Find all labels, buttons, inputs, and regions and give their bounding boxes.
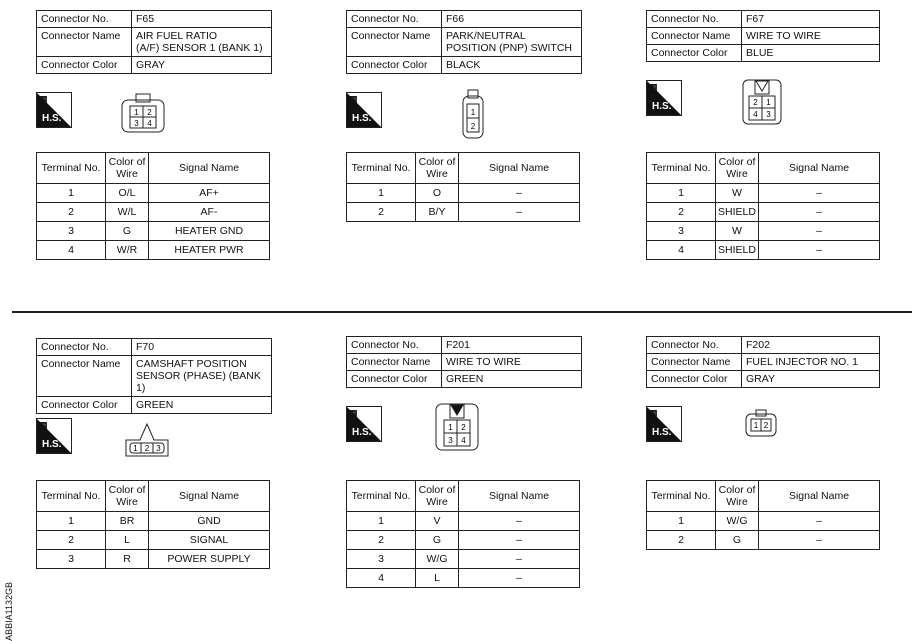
connector-face-f202	[744, 408, 778, 438]
table-row	[37, 241, 270, 260]
harness-side-icon	[646, 406, 682, 442]
hs-label: H.S.	[652, 101, 672, 112]
signal-name-cell: GND	[149, 512, 270, 531]
wire-color-cell: L	[106, 531, 149, 550]
terminal-no-cell: 1	[347, 512, 416, 531]
wire-color-cell: O/L	[106, 184, 149, 203]
col-color-of-wire: Color of Wire	[106, 153, 149, 184]
harness-side-icon	[346, 406, 382, 442]
connector-no-value: F202	[742, 337, 880, 354]
connector-name-line1: WIRE TO WIRE	[742, 28, 880, 45]
pin-label: 2	[753, 98, 758, 107]
pin-label: 1	[470, 108, 476, 117]
pin-label: 1	[753, 421, 759, 430]
table-row	[347, 569, 580, 588]
signal-name-cell: SIGNAL	[149, 531, 270, 550]
terminal-table-f70	[36, 480, 270, 569]
terminal-no-cell: 1	[347, 184, 416, 203]
terminal-table-f202	[646, 480, 880, 550]
pin-label: 4	[753, 110, 758, 119]
wire-color-cell: W/G	[416, 550, 459, 569]
terminal-no-cell: 2	[37, 531, 106, 550]
pin-label: 1	[448, 423, 453, 432]
col-color-of-wire: Color of Wire	[716, 481, 759, 512]
col-color-of-wire: Color of Wire	[416, 481, 459, 512]
connector-header-table	[646, 10, 880, 62]
harness-side-icon	[36, 418, 72, 454]
pin-label: 3	[134, 119, 139, 128]
connector-f67	[646, 10, 880, 62]
connector-header-table	[36, 338, 272, 414]
terminal-no-cell: 2	[647, 531, 716, 550]
connector-no-value: F67	[742, 11, 880, 28]
signal-name-cell: –	[759, 203, 880, 222]
terminal-no-cell: 2	[347, 531, 416, 550]
wire-color-cell: W/L	[106, 203, 149, 222]
wire-color-cell: W/G	[716, 512, 759, 531]
signal-name-cell: HEATER GND	[149, 222, 270, 241]
connector-glyph-icon: ▦	[349, 408, 358, 418]
pin-label: 3	[766, 110, 771, 119]
connector-color-value: BLUE	[742, 45, 880, 62]
wire-color-cell: G	[106, 222, 149, 241]
connector-color-value: GREEN	[442, 371, 582, 388]
signal-name-cell: –	[459, 203, 580, 222]
signal-name-cell: –	[459, 512, 580, 531]
table-row	[347, 203, 580, 222]
terminal-table-f201	[346, 480, 580, 588]
pin-label: 2	[147, 108, 152, 117]
col-terminal-no: Terminal No.	[647, 153, 716, 184]
terminal-table-f65	[36, 152, 270, 260]
connector-color-label: Connector Color	[347, 371, 442, 388]
col-signal-name: Signal Name	[149, 153, 270, 184]
terminal-no-cell: 1	[647, 512, 716, 531]
connector-color-label: Connector Color	[647, 45, 742, 62]
terminal-no-cell: 4	[347, 569, 416, 588]
connector-color-value: GRAY	[742, 371, 880, 388]
pin-label: 1	[134, 108, 139, 117]
col-color-of-wire: Color of Wire	[106, 481, 149, 512]
connector-no-value: F66	[442, 11, 582, 28]
harness-side-icon	[646, 80, 682, 116]
connector-face-f67	[741, 76, 783, 126]
wire-color-cell: W	[716, 184, 759, 203]
terminal-no-cell: 1	[647, 184, 716, 203]
col-signal-name: Signal Name	[759, 153, 880, 184]
pin-label: 2	[763, 421, 769, 430]
connector-name-label: Connector Name	[647, 354, 742, 371]
table-row	[347, 531, 580, 550]
col-terminal-no: Terminal No.	[37, 481, 106, 512]
connector-f65	[36, 10, 272, 74]
terminal-no-cell: 4	[647, 241, 716, 260]
connector-glyph-icon: ▦	[39, 94, 48, 104]
connector-name-line1: CAMSHAFT POSITION	[136, 358, 247, 370]
terminal-no-cell: 3	[647, 222, 716, 241]
signal-name-cell: –	[759, 241, 880, 260]
connector-f66	[346, 10, 582, 74]
connector-color-label: Connector Color	[347, 57, 442, 74]
pin-label: 2	[461, 423, 466, 432]
connector-color-value: GRAY	[132, 57, 272, 74]
terminal-no-cell: 2	[37, 203, 106, 222]
harness-side-icon	[36, 92, 72, 128]
connector-no-label: Connector No.	[37, 339, 132, 356]
col-signal-name: Signal Name	[459, 481, 580, 512]
table-row	[37, 550, 270, 569]
connector-name-label: Connector Name	[37, 356, 132, 397]
connector-f70	[36, 338, 272, 414]
wire-color-cell: W	[716, 222, 759, 241]
connector-no-label: Connector No.	[37, 11, 132, 28]
table-row	[647, 222, 880, 241]
connector-glyph-icon: ▦	[39, 420, 48, 430]
hs-label: H.S.	[42, 439, 62, 450]
signal-name-cell: AF-	[149, 203, 270, 222]
signal-name-cell: –	[459, 531, 580, 550]
wire-color-cell: L	[416, 569, 459, 588]
connector-face-f201	[434, 402, 480, 452]
terminal-no-cell: 4	[37, 241, 106, 260]
signal-name-cell: –	[759, 512, 880, 531]
connector-glyph-icon: ▦	[649, 82, 658, 92]
terminal-no-cell: 3	[37, 222, 106, 241]
pin-label: 3	[448, 436, 453, 445]
wire-color-cell: O	[416, 184, 459, 203]
pin-label: 3	[156, 444, 161, 453]
table-row	[647, 184, 880, 203]
signal-name-cell: AF+	[149, 184, 270, 203]
terminal-no-cell: 3	[347, 550, 416, 569]
connector-header-table	[36, 10, 272, 74]
table-row	[347, 184, 580, 203]
document-code: ABBIA1132GB	[4, 582, 14, 641]
section-divider	[12, 311, 912, 313]
hs-label: H.S.	[352, 427, 372, 438]
col-terminal-no: Terminal No.	[647, 481, 716, 512]
connector-f202	[646, 336, 880, 388]
terminal-no-cell: 2	[647, 203, 716, 222]
wire-color-cell: SHIELD	[716, 203, 759, 222]
pin-label: 4	[461, 436, 466, 445]
col-signal-name: Signal Name	[149, 481, 270, 512]
terminal-table-f67	[646, 152, 880, 260]
pin-label: 1	[133, 444, 138, 453]
connector-color-label: Connector Color	[647, 371, 742, 388]
terminal-no-cell: 1	[37, 184, 106, 203]
connector-glyph-icon: ▦	[649, 408, 658, 418]
connector-name-label: Connector Name	[347, 354, 442, 371]
connector-name-label: Connector Name	[347, 28, 442, 57]
wire-color-cell: R	[106, 550, 149, 569]
terminal-no-cell: 2	[347, 203, 416, 222]
signal-name-cell: –	[459, 569, 580, 588]
connector-face-f66	[460, 88, 486, 140]
connector-no-value: F65	[132, 11, 272, 28]
col-terminal-no: Terminal No.	[347, 153, 416, 184]
wire-color-cell: G	[716, 531, 759, 550]
connector-no-value: F201	[442, 337, 582, 354]
signal-name-cell: HEATER PWR	[149, 241, 270, 260]
connector-color-label: Connector Color	[37, 57, 132, 74]
col-terminal-no: Terminal No.	[37, 153, 106, 184]
harness-side-icon	[346, 92, 382, 128]
col-terminal-no: Terminal No.	[347, 481, 416, 512]
connector-name-line2: (A/F) SENSOR 1 (BANK 1)	[136, 42, 263, 54]
terminal-no-cell: 1	[37, 512, 106, 531]
col-signal-name: Signal Name	[759, 481, 880, 512]
table-row	[37, 531, 270, 550]
connector-name-line1: AIR FUEL RATIO	[136, 30, 218, 42]
wire-color-cell: G	[416, 531, 459, 550]
connector-no-label: Connector No.	[647, 337, 742, 354]
signal-name-cell: –	[459, 550, 580, 569]
pin-label: 1	[766, 98, 771, 107]
col-color-of-wire: Color of Wire	[416, 153, 459, 184]
terminal-no-cell: 3	[37, 550, 106, 569]
table-row	[647, 241, 880, 260]
connector-name-line2: SENSOR (PHASE) (BANK 1)	[136, 370, 261, 394]
connector-header-table	[346, 10, 582, 74]
connector-name-line1: FUEL INJECTOR NO. 1	[742, 354, 880, 371]
wire-color-cell: BR	[106, 512, 149, 531]
connector-name-line2: POSITION (PNP) SWITCH	[446, 42, 572, 54]
connector-name-label: Connector Name	[647, 28, 742, 45]
connector-name-label: Connector Name	[37, 28, 132, 57]
connector-no-label: Connector No.	[647, 11, 742, 28]
terminal-table-f66	[346, 152, 580, 222]
wire-color-cell: W/R	[106, 241, 149, 260]
signal-name-cell: –	[459, 184, 580, 203]
hs-label: H.S.	[652, 427, 672, 438]
connector-name-line1: WIRE TO WIRE	[442, 354, 582, 371]
table-row	[37, 203, 270, 222]
table-row	[647, 512, 880, 531]
wire-color-cell: B/Y	[416, 203, 459, 222]
signal-name-cell: –	[759, 531, 880, 550]
connector-color-value: BLACK	[442, 57, 582, 74]
table-row	[37, 222, 270, 241]
hs-label: H.S.	[352, 113, 372, 124]
signal-name-cell: POWER SUPPLY	[149, 550, 270, 569]
table-row	[647, 203, 880, 222]
connector-no-label: Connector No.	[347, 11, 442, 28]
connector-color-label: Connector Color	[37, 397, 132, 414]
connector-header-table	[646, 336, 880, 388]
table-row	[37, 512, 270, 531]
connector-face-f65	[120, 92, 168, 136]
col-signal-name: Signal Name	[459, 153, 580, 184]
signal-name-cell: –	[759, 184, 880, 203]
table-row	[347, 550, 580, 569]
hs-label: H.S.	[42, 113, 62, 124]
table-row	[347, 512, 580, 531]
pin-label: 2	[470, 122, 476, 131]
connector-f201	[346, 336, 582, 388]
connector-color-value: GREEN	[132, 397, 272, 414]
table-row	[647, 531, 880, 550]
pin-label: 2	[144, 444, 150, 453]
wire-color-cell: SHIELD	[716, 241, 759, 260]
connector-no-value: F70	[132, 339, 272, 356]
connector-name-line1: PARK/NEUTRAL	[446, 30, 526, 42]
col-color-of-wire: Color of Wire	[716, 153, 759, 184]
connector-no-label: Connector No.	[347, 337, 442, 354]
connector-glyph-icon: ▦	[349, 94, 358, 104]
signal-name-cell: –	[759, 222, 880, 241]
pin-label: 4	[147, 119, 152, 128]
connector-face-f70	[122, 420, 172, 460]
connector-header-table	[346, 336, 582, 388]
table-row	[37, 184, 270, 203]
wire-color-cell: V	[416, 512, 459, 531]
